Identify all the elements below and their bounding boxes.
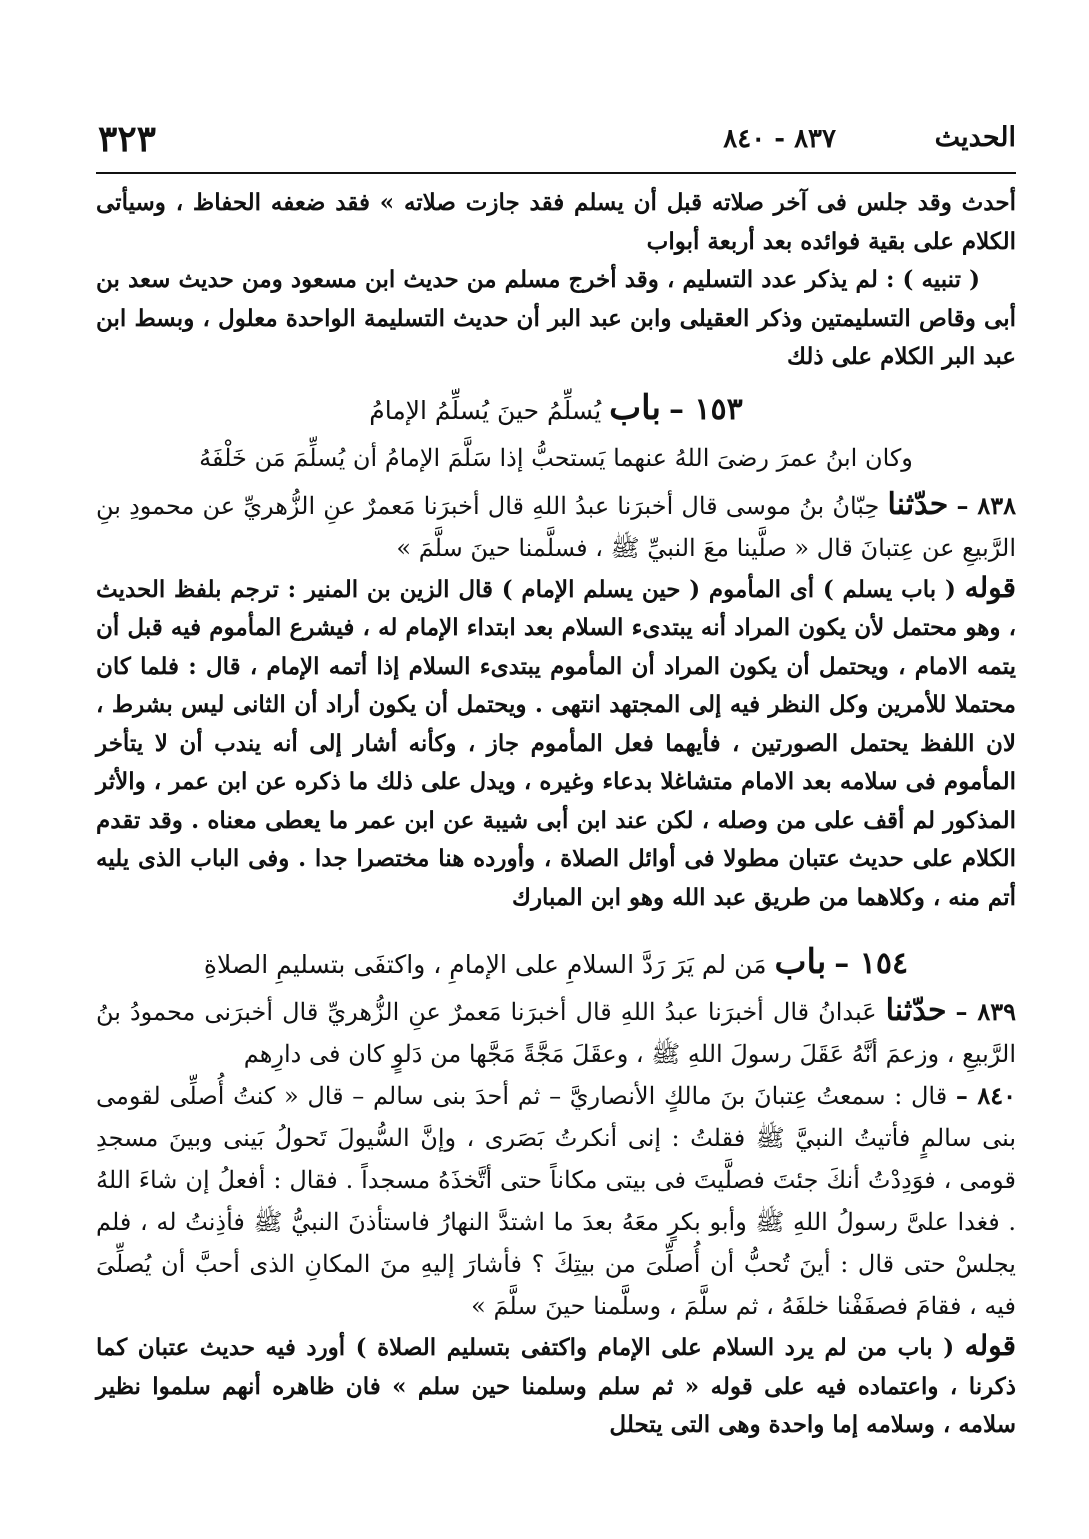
hadith-840 (96, 1075, 1016, 1327)
hadith-number: ٨٣٩ – (955, 997, 1016, 1026)
qawluhu-word: قوله (964, 1329, 1016, 1362)
book-page (96, 118, 1016, 1518)
hadith-range: ٨٣٧ - ٨٤٠ (723, 124, 836, 154)
chapter-title: مَن لم يَرَ رَدَّ السلامِ على الإمامِ ، واكتفَى بتسليمِ الصلاةِ (203, 950, 767, 979)
hadith-text: حِبّانُ بنُ موسى قال أخبرَنا عبدُ اللهِ قال أخبرَنا مَعمرٌ عنِ الزُّهريِّ عن محمودِ بنِ الرَّبيعِ عن عِتبانَ قال « صلَّينا معَ النبيِّ ﷺ ، فسلَّمنا حينَ سلَّمَ » (96, 491, 1016, 562)
page-header (96, 118, 1016, 174)
chapter-bab: باب (774, 942, 827, 982)
commentary-paragraph (96, 569, 1016, 918)
hadith-number: ٨٣٨ – (956, 490, 1017, 520)
running-title: الحديث (934, 122, 1016, 153)
chapter-number: ١٥٤ – (834, 946, 909, 981)
hadith-number: ٨٤٠ – (955, 1081, 1017, 1110)
athar-line: وكان ابنُ عمرَ رضىَ اللهُ عنهما يَستحبُّ إذا سَلَّمَ الإمامُ أن يُسلِّمَ مَن خَلْفَهُ (199, 443, 913, 472)
chapter-bab: باب (609, 387, 661, 428)
hadith-838 (96, 484, 1016, 569)
haddatha-word: حدّثنا (885, 993, 947, 1028)
chapter-number: ١٥٣ – (668, 391, 743, 427)
qawluhu-word: قوله (964, 570, 1016, 604)
chapter-heading-153 (96, 385, 1016, 434)
hadith-text: عَبدانُ قال أخبرَنا عبدُ اللهِ قال أخبرَنا مَعمرٌ عنِ الزُّهريِّ قال أخبرَنى محمودُ بنُ الرَّبيعِ ، وزعمَ أنَّهُ عَقَلَ رسولَ اللهِ ﷺ ، وعقَلَ مَجَّةً مَجَّها من دَلوٍ كان فى دارِهم (96, 998, 1016, 1068)
hadith-839 (96, 990, 1016, 1075)
hadith-text: قال : سمعتُ عِتبانَ بنَ مالكٍ الأنصاريَّ – ثم أحدَ بنى سالم – قال « كنتُ أُصلِّى لقومى بنى سالمٍ فأتيتُ النبيَّ ﷺ فقلتُ : إنى أنكرتُ بَصَرى ، وإنَّ السُّيولَ تَحولُ بَينى وبينَ مسجدِ قومى ، فوَدِدْتُ أنكَ جئتَ فصلَّيتَ فى بيتى مكاناً حتى أتَّخذَهُ مسجداً . فقال : أفعلُ إن شاءَ اللهُ . فغدا علىَّ رسولُ اللهِ ﷺ وأبو بكرٍ معَهُ بعدَ ما اشتدَّ النهارُ فاستأذنَ النبيُّ ﷺ فأذِنتُ له ، فلم يجلسْ حتى قال : أينَ تُحبُّ أن أُصلِّىَ من بيتِكَ ؟ فأشارَ إليهِ منَ المكانِ الذى أحبَّ أن يُصلِّىَ فيه ، فقامَ فصفَفْنا خلفَهُ ، ثم سلَّمَ ، وسلَّمنا حينَ سلَّمَ » (96, 1082, 1016, 1320)
commentary-text: ( باب من لم يرد السلام على الإمام واكتفى بتسليم الصلاة ) أورد فيه حديث عتبان كما ذكرنا ، واعتماده فيه على قوله « ثم سلم وسلمنا حين سلم » فان ظاهره أنهم سلموا نظير سلامه ، وسلامه إما واحدة وهى التى يتحلل (96, 1334, 1016, 1438)
chapter-heading-154 (96, 939, 1016, 988)
haddatha-word: حدّثنا (887, 486, 949, 522)
commentary-paragraph: أحدث وقد جلس فى آخر صلاته قبل أن يسلم فقد جازت صلاته » فقد ضعفه الحفاظ ، وسيأتى الكلام على بقية فوائده بعد أربعة أبواب (96, 189, 1016, 255)
chapter-title: يُسلِّمُ حينَ يُسلِّمُ الإمامُ (369, 395, 602, 425)
commentary-text: ( باب يسلم ) أى المأموم ( حين يسلم الإمام ) قال الزين بن المنير : ترجم بلفظ الحديث ، وهو محتمل لأن يكون المراد أنه يبتدىء السلام بعد ابتداء الإمام له ، فيشرع المأموم فيه قبل أن يتمه الامام ، ويحتمل أن يكون المراد أن المأموم يبتدىء السلام إذا أتمه الإمام ، قال : فلما كان محتملا للأمرين وكل النظر فيه إلى المجتهد انتهى . ويحتمل أن يكون أراد أن الثانى ليس بشرط ، لان اللفظ يحتمل الصورتين ، فأيهما فعل المأموم جاز ، وكأنه أشار إلى أنه يندب أن لا يتأخر المأموم فى سلامه بعد الامام متشاغلا بدعاء وغيره ، ويدل على ذلك ما ذكره عن ابن عمر ، والأثر المذكور لم أقف على من وصله ، لكن عند ابن أبى شيبة عن ابن عمر ما يعطى معناه . وقد تقدم الكلام على حديث عتبان مطولا فى أوائل الصلاة ، وأورده هنا مختصرا جدا . وفى الباب الذى يليه أتم منه ، وكلاهما من طريق عبد الله وهو ابن المبارك (96, 575, 1016, 911)
commentary-paragraph (96, 1327, 1016, 1445)
spacer (96, 917, 1016, 931)
page-number: ٣٢٣ (98, 118, 157, 160)
note-paragraph: ( تنبيه ) : لم يذكر عدد التسليم ، وقد أخرج مسلم من حديث ابن مسعود ومن حديث سعد بن أبى وقاص التسليمتين وذكر العقيلى وابن عبد البر أن حديث التسليمة الواحدة معلول ، وبسط ابن عبد البر الكلام على ذلك (96, 266, 1016, 370)
page-body (96, 174, 1016, 1445)
